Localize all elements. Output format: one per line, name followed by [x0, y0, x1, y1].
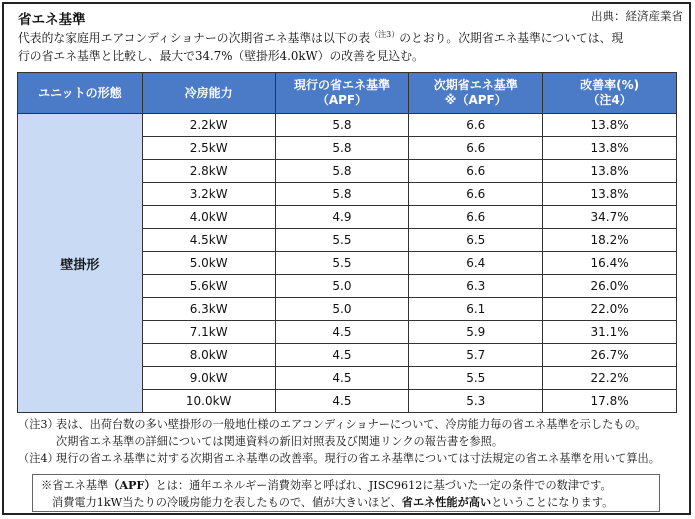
header-unit-type: ユニットの形態 — [18, 73, 143, 114]
definition-highlight: 省エネ性能が高い — [401, 495, 492, 509]
improvement-cell: 13.8% — [543, 183, 677, 206]
improvement-cell: 13.8% — [543, 137, 677, 160]
intro-text-2: 行の省エネ基準と比較し、最大で34.7%（壁掛形4.0kW）の改善を見込む。 — [18, 48, 424, 63]
capacity-cell: 4.0kW — [142, 206, 275, 229]
capacity-cell: 5.0kW — [142, 252, 275, 275]
current-apf-cell: 5.0 — [275, 275, 409, 298]
header-next-line1: 次期省エネ基準 — [433, 78, 518, 92]
capacity-cell: 3.2kW — [142, 183, 275, 206]
definition-line-2 — [41, 494, 651, 511]
current-apf-cell: 5.8 — [275, 114, 409, 137]
improvement-cell: 16.4% — [543, 252, 677, 275]
note-4 — [18, 450, 680, 467]
next-apf-cell: 5.9 — [409, 321, 543, 344]
note-3-continued: 次期省エネ基準の詳細については関連資料の新旧対照表及び関連リンクの報告書を参照。 — [56, 435, 504, 448]
current-apf-cell: 5.5 — [275, 229, 409, 252]
current-apf-cell: 5.8 — [275, 137, 409, 160]
note-4-tag: （注4） — [18, 452, 59, 465]
intro-text-1b: のとおり。次期省エネ基準については、現 — [399, 30, 624, 45]
note-3-text: 表は、出荷台数の多い壁掛形の一般地仕様のエアコンディショナーについて、冷房能力毎の省エネ基準を示したもの。 — [56, 418, 647, 431]
improvement-cell: 31.1% — [543, 321, 677, 344]
current-apf-cell: 5.5 — [275, 252, 409, 275]
current-apf-cell: 4.5 — [275, 390, 409, 413]
note-3 — [18, 416, 680, 433]
improvement-cell: 13.8% — [543, 160, 677, 183]
definition-apf: （APF） — [108, 478, 156, 492]
header-current-line2: （APF） — [316, 93, 368, 107]
capacity-cell: 2.2kW — [142, 114, 275, 137]
header-improvement-line1: 改善率(%) — [580, 78, 640, 92]
current-apf-cell: 4.5 — [275, 367, 409, 390]
improvement-cell: 13.8% — [543, 114, 677, 137]
next-apf-cell: 6.6 — [409, 206, 543, 229]
note-4-text: 現行の省エネ基準に対する次期省エネ基準の改善率。現行の省エネ基準については寸法規定の省エネ基準を用いて算出。 — [56, 452, 660, 465]
next-apf-cell: 5.7 — [409, 344, 543, 367]
next-apf-cell: 6.6 — [409, 160, 543, 183]
intro-paragraph — [18, 26, 680, 65]
improvement-cell: 26.7% — [543, 344, 677, 367]
unit-type-cell: 壁掛形 — [18, 114, 143, 413]
capacity-cell: 9.0kW — [142, 367, 275, 390]
improvement-cell: 18.2% — [543, 229, 677, 252]
header-next-standard — [409, 73, 543, 114]
improvement-cell: 34.7% — [543, 206, 677, 229]
next-apf-cell: 6.5 — [409, 229, 543, 252]
next-apf-cell: 6.1 — [409, 298, 543, 321]
definition-line1-rest: とは：通年エネルギー消費効率と呼ばれ、JISC9612に基づいた一定の条件での数津です。 — [155, 479, 612, 492]
next-apf-cell: 6.6 — [409, 137, 543, 160]
current-apf-cell: 4.5 — [275, 321, 409, 344]
current-apf-cell: 4.9 — [275, 206, 409, 229]
current-apf-cell: 5.0 — [275, 298, 409, 321]
capacity-cell: 4.5kW — [142, 229, 275, 252]
definition-prefix: ※省エネ基準 — [41, 479, 109, 492]
next-apf-cell: 6.6 — [409, 183, 543, 206]
definition-line-1 — [41, 477, 651, 494]
capacity-cell: 2.5kW — [142, 137, 275, 160]
page-title: 省エネ基準 — [18, 12, 86, 28]
apf-definition-box — [32, 474, 660, 512]
improvement-cell: 17.8% — [543, 390, 677, 413]
next-apf-cell: 5.5 — [409, 367, 543, 390]
table-header-row — [18, 73, 677, 114]
current-apf-cell: 5.8 — [275, 160, 409, 183]
improvement-cell: 22.0% — [543, 298, 677, 321]
next-apf-cell: 6.4 — [409, 252, 543, 275]
improvement-cell: 26.0% — [543, 275, 677, 298]
header-improvement — [543, 73, 677, 114]
capacity-cell: 7.1kW — [142, 321, 275, 344]
capacity-cell: 2.8kW — [142, 160, 275, 183]
capacity-cell: 6.3kW — [142, 298, 275, 321]
capacity-cell: 8.0kW — [142, 344, 275, 367]
definition-line2-a: 消費電力1kW当たりの冷暖房能力を表したもので、値が大きいほど、 — [52, 496, 402, 509]
current-apf-cell: 4.5 — [275, 344, 409, 367]
next-apf-cell: 5.3 — [409, 390, 543, 413]
capacity-cell: 5.6kW — [142, 275, 275, 298]
improvement-cell: 22.2% — [543, 367, 677, 390]
energy-standard-table — [17, 72, 677, 413]
header-next-line2: ※（APF） — [444, 93, 507, 107]
next-apf-cell: 6.3 — [409, 275, 543, 298]
next-apf-cell: 6.6 — [409, 114, 543, 137]
header-current-line1: 現行の省エネ基準 — [293, 78, 390, 92]
current-apf-cell: 5.8 — [275, 183, 409, 206]
note-3-tag: （注3） — [18, 418, 59, 431]
intro-text-1a: 代表的な家庭用エアコンディショナーの次期省エネ基準は以下の表 — [18, 30, 371, 45]
header-capacity: 冷房能力 — [142, 73, 275, 114]
table-row — [18, 114, 677, 137]
capacity-cell: 10.0kW — [142, 390, 275, 413]
definition-line2-b: ということになります。 — [491, 496, 614, 509]
intro-note-ref: （注3） — [370, 30, 400, 39]
header-current-standard — [275, 73, 409, 114]
source-label: 出典：経済産業省 — [591, 9, 683, 23]
header-improvement-line2: （注4） — [587, 93, 632, 107]
notes-section — [18, 416, 680, 467]
